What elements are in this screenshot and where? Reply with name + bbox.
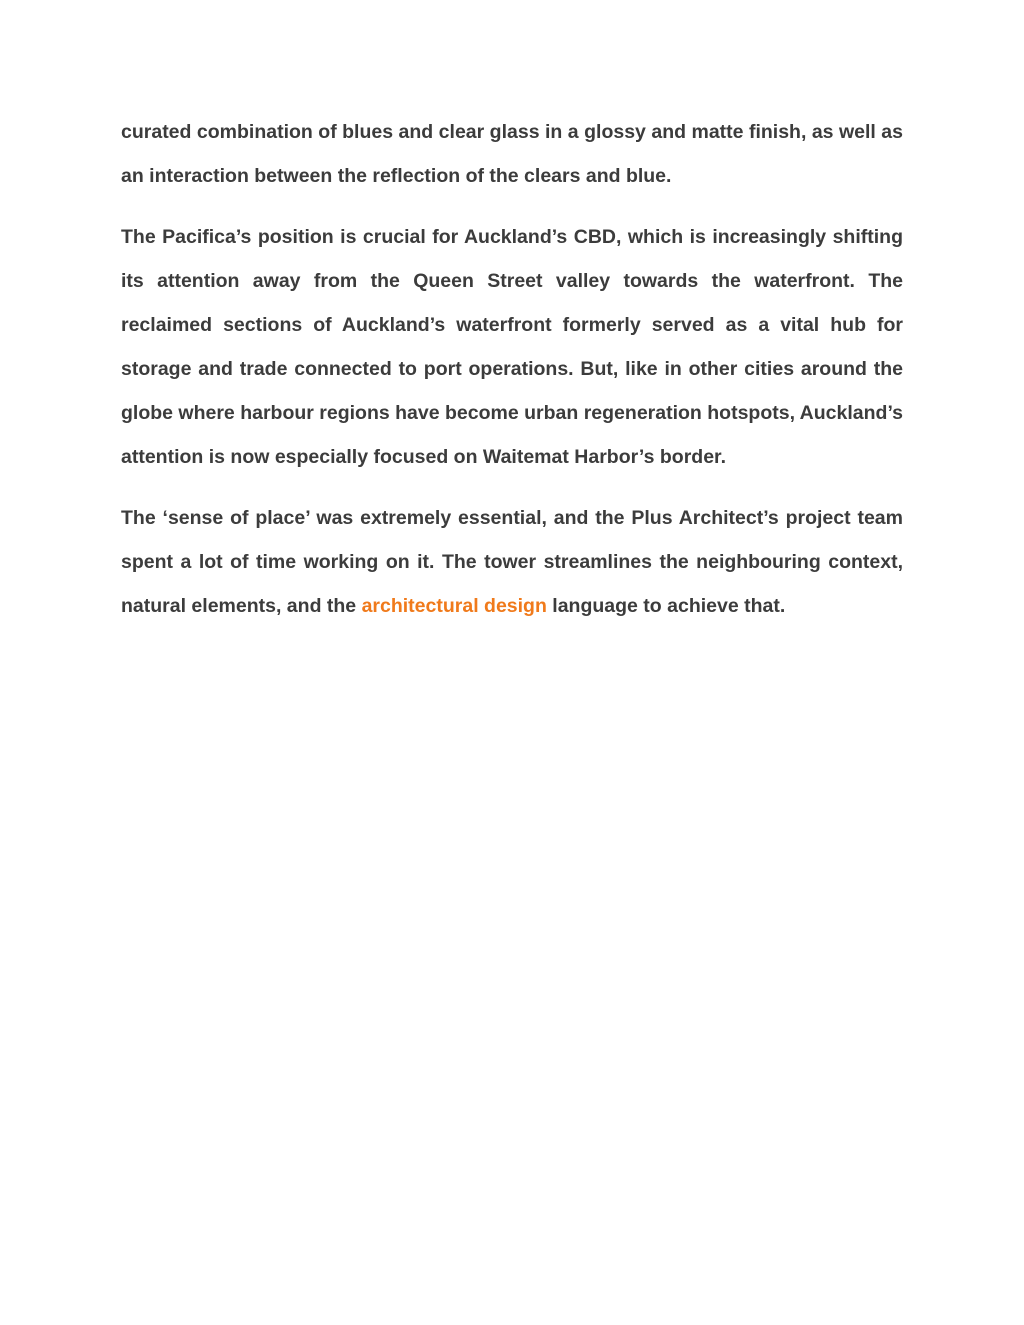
paragraph-sense-of-place <box>121 496 903 628</box>
paragraph-pacifica-position: The Pacifica’s position is crucial for Auckland’s CBD, which is increasingly shifting its attention away from the Queen Street valley towards the waterfront. The reclaimed sections of Auckland’s waterfront formerly served as a vital hub for storage and trade connected to port operations. But, like in other cities around the globe where harbour regions have become urban regeneration hotspots, Auckland’s attention is now especially focused on Waitemat Harbor’s border. <box>121 226 903 468</box>
paragraph-glass-finish: curated combination of blues and clear glass in a glossy and matte finish, as well as an interaction between the reflection of the clears and blue. <box>121 121 903 187</box>
architectural-design-link[interactable]: architectural design <box>361 595 547 617</box>
paragraph-sense-of-place-text-before: The ‘sense of place’ was extremely essential, and the Plus Architect’s project team spent a lot of time working on it. The tower streamlines the neighbouring context, natural elements, and the <box>121 507 903 617</box>
article-body <box>121 110 903 645</box>
paragraph-sense-of-place-text-after: language to achieve that. <box>546 595 786 617</box>
